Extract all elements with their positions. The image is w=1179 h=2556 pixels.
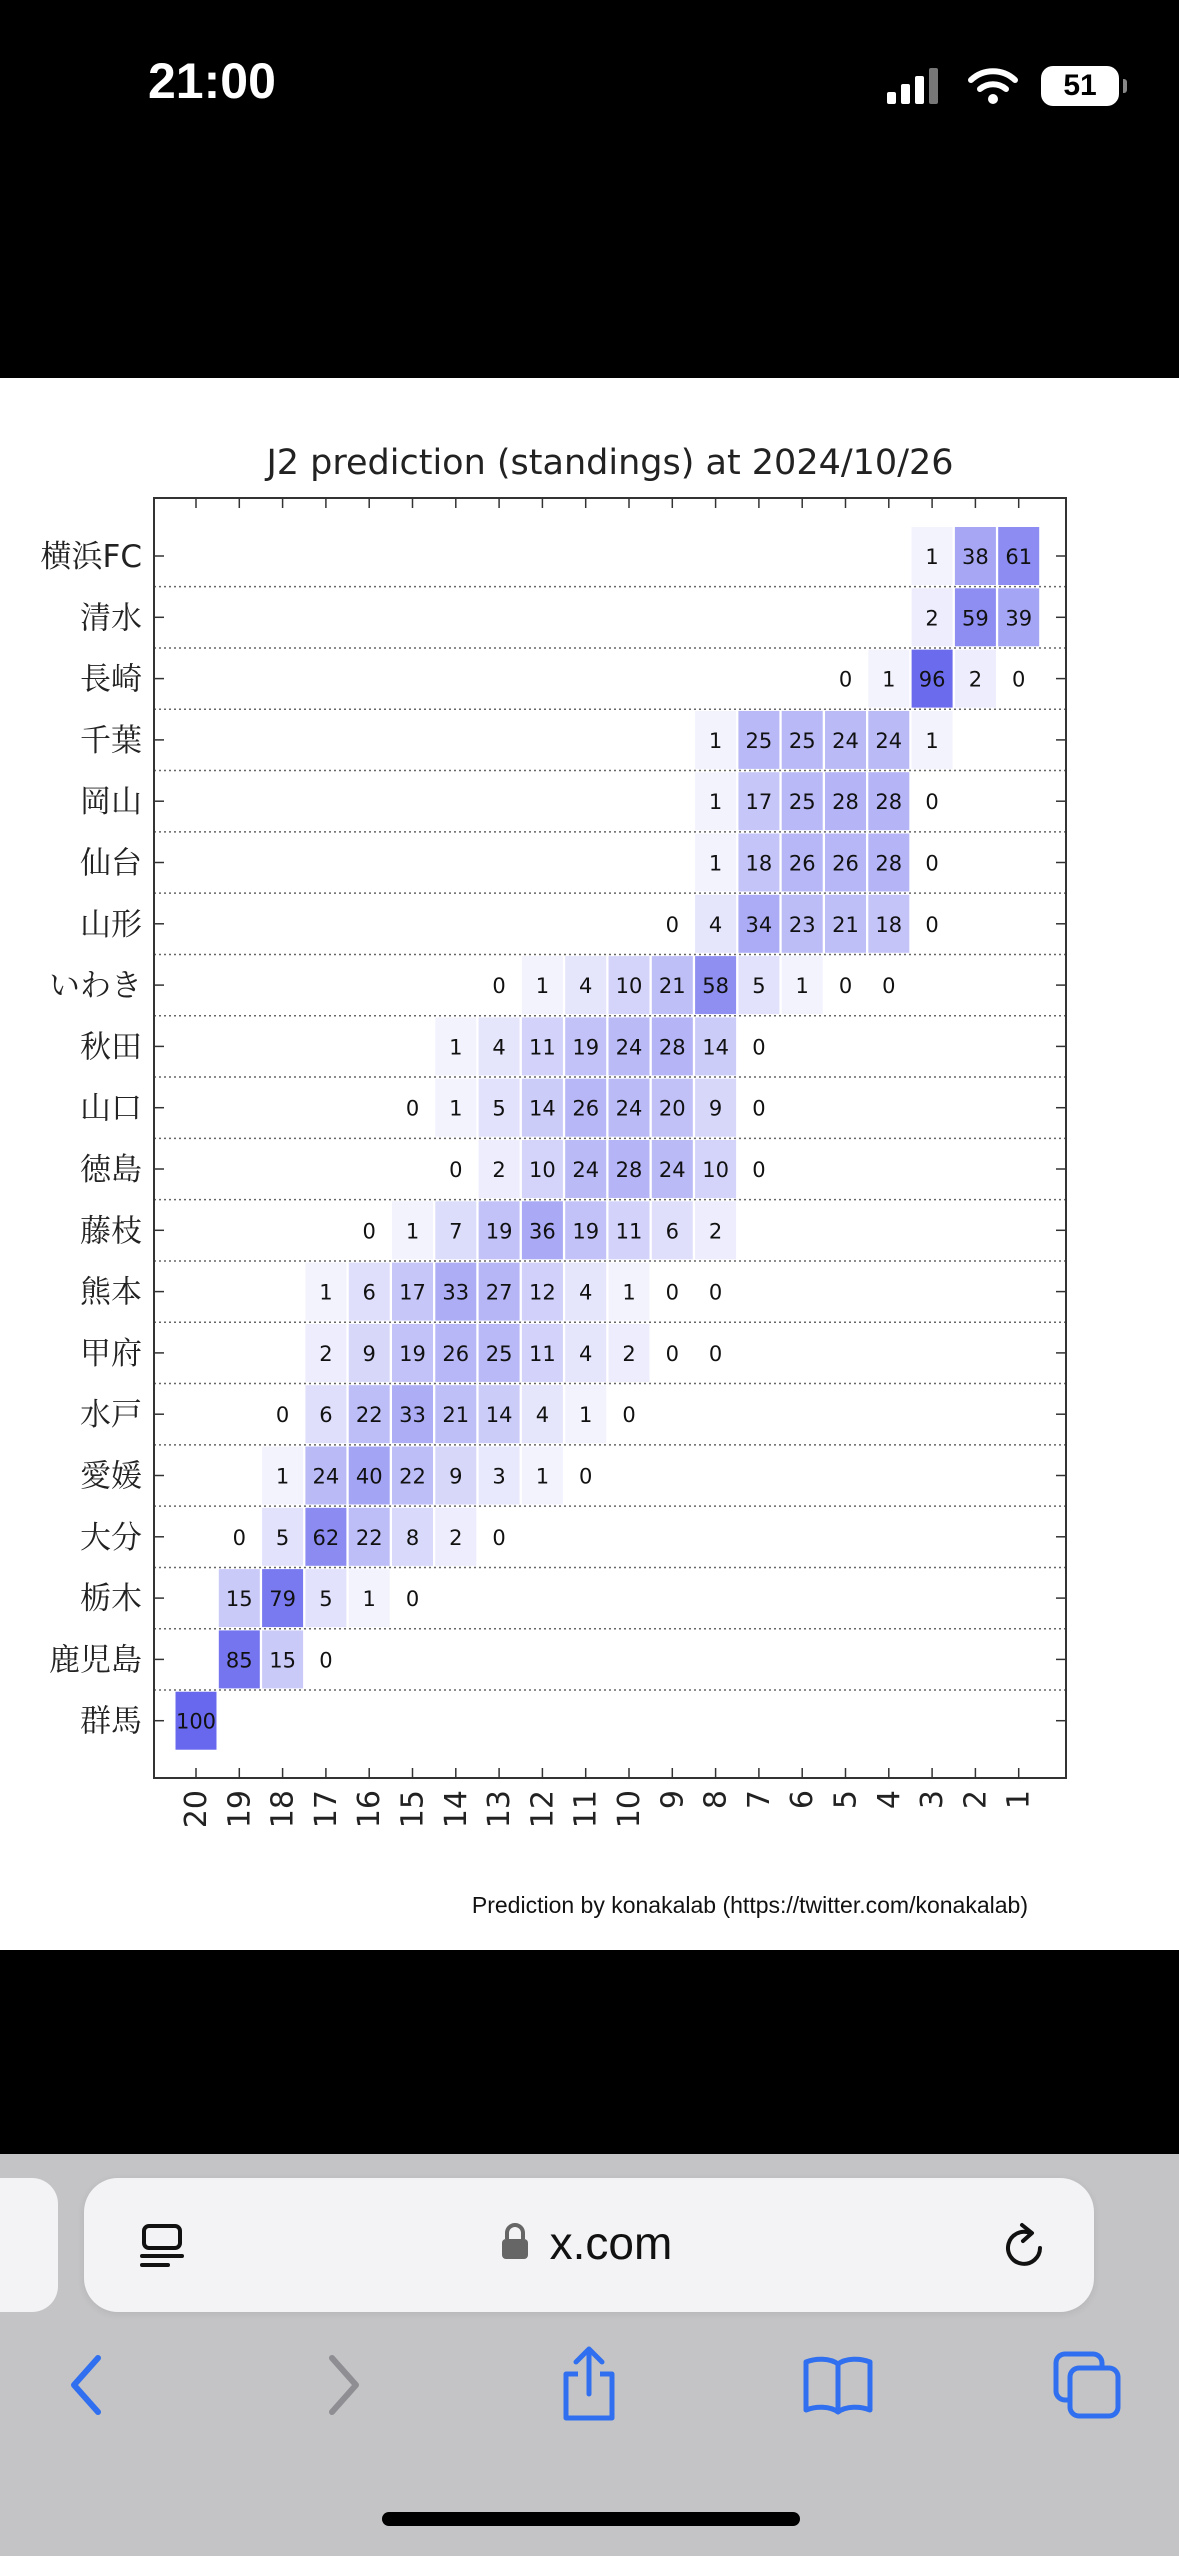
cell-value-label: 2 — [449, 1525, 463, 1550]
cell-value-label: 26 — [442, 1341, 470, 1366]
cell-value-label: 24 — [572, 1158, 600, 1182]
y-tick-label: 千葉 — [80, 722, 142, 759]
cell-value-label: 12 — [529, 1280, 556, 1305]
x-tick-label: 8 — [698, 1790, 734, 1810]
chart-title: J2 prediction (standings) at 2024/10/26 — [266, 443, 954, 483]
y-tick-label: 群馬 — [80, 1703, 142, 1740]
wifi-icon — [967, 66, 1019, 106]
cell-value-label: 0 — [752, 1158, 766, 1182]
status-icons — [885, 62, 1119, 110]
cell-value-label: 0 — [838, 667, 853, 692]
bookmarks-icon[interactable] — [800, 2350, 876, 2420]
cellular-signal-icon — [885, 66, 945, 106]
cell-value-label: 19 — [572, 1219, 600, 1244]
cell-value-label: 21 — [658, 974, 686, 999]
cell-value-label: 0 — [882, 974, 896, 999]
y-tick-label: 愛媛 — [80, 1458, 142, 1495]
cell-value-label: 11 — [529, 1341, 556, 1366]
x-tick-label: 11 — [568, 1790, 604, 1829]
status-time: 21:00 — [148, 53, 276, 109]
x-tick-label: 2 — [958, 1790, 994, 1810]
battery-indicator: 51 — [1041, 66, 1119, 106]
x-tick-label: 13 — [482, 1790, 518, 1829]
cell-value-label: 28 — [658, 1035, 686, 1060]
cell-value-label: 9 — [449, 1464, 463, 1489]
cell-value-label: 25 — [788, 790, 816, 815]
cell-value-label: 26 — [572, 1096, 600, 1121]
cell-value-label: 4 — [492, 1035, 506, 1060]
cell-value-label: 3 — [492, 1464, 506, 1489]
forward-icon[interactable] — [318, 2350, 368, 2420]
previous-tab-stub[interactable] — [0, 2178, 58, 2312]
cell-value-label: 34 — [745, 912, 773, 937]
share-icon[interactable] — [556, 2344, 622, 2424]
cell-value-label: 1 — [795, 974, 809, 999]
y-tick-label: 仙台 — [80, 845, 142, 882]
cell-value-label: 1 — [449, 1096, 463, 1121]
cell-value-label: 14 — [485, 1403, 513, 1428]
cell-value-label: 6 — [319, 1403, 333, 1428]
cell-value-label: 4 — [579, 1341, 593, 1366]
cell-value-label: 1 — [925, 728, 939, 753]
home-indicator — [382, 2512, 800, 2526]
y-tick-label: 藤枝 — [80, 1213, 142, 1250]
cell-value-label: 1 — [579, 1403, 593, 1428]
cell-value-label: 2 — [492, 1158, 506, 1182]
cell-value-label: 61 — [1005, 545, 1033, 569]
cell-value-label: 0 — [579, 1464, 593, 1489]
y-tick-label: いわき — [49, 968, 142, 1005]
cell-value-label: 25 — [745, 728, 773, 753]
cell-value-label: 0 — [665, 1280, 679, 1305]
cell-value-label: 0 — [708, 1341, 723, 1366]
cell-value-label: 4 — [579, 974, 593, 999]
back-icon[interactable] — [62, 2350, 112, 2420]
cell-value-label: 17 — [745, 790, 773, 815]
cell-value-label: 14 — [529, 1096, 556, 1121]
cell-value-label: 4 — [579, 1280, 593, 1305]
cell-value-label: 1 — [708, 851, 723, 876]
cell-value-label: 18 — [745, 851, 773, 876]
cell-value-label: 5 — [275, 1525, 290, 1550]
cell-value-label: 0 — [752, 1096, 766, 1121]
x-tick-label: 3 — [915, 1790, 951, 1810]
cell-value-label: 1 — [319, 1280, 333, 1305]
cell-value-label: 1 — [449, 1035, 463, 1060]
y-tick-label: 山口 — [80, 1090, 142, 1127]
cell-value-label: 1 — [275, 1464, 290, 1489]
cell-value-label: 19 — [485, 1219, 513, 1244]
cell-value-label: 36 — [529, 1219, 556, 1244]
cell-value-label: 11 — [615, 1219, 643, 1244]
cell-value-label: 0 — [362, 1219, 376, 1244]
cell-value-label: 9 — [362, 1341, 376, 1366]
cell-value-label: 28 — [875, 851, 903, 876]
x-tick-label: 17 — [308, 1790, 344, 1829]
cell-value-label: 1 — [535, 974, 550, 999]
cell-value-label: 10 — [529, 1158, 556, 1182]
cell-value-label: 0 — [665, 912, 679, 937]
cell-value-label: 0 — [925, 912, 939, 937]
cell-value-label: 1 — [362, 1587, 376, 1612]
cell-value-label: 1 — [708, 790, 723, 815]
cell-value-label: 0 — [232, 1525, 246, 1550]
cell-value-label: 39 — [1005, 606, 1033, 631]
cell-value-label: 1 — [405, 1219, 420, 1244]
cell-value-label: 22 — [355, 1403, 383, 1428]
cell-value-label: 0 — [405, 1587, 420, 1612]
browser-toolbar — [0, 2154, 1179, 2556]
x-tick-label: 4 — [871, 1790, 907, 1810]
cell-value-label: 27 — [485, 1280, 513, 1305]
cell-value-label: 1 — [882, 667, 896, 692]
y-tick-label: 秋田 — [80, 1029, 142, 1066]
address-bar[interactable] — [84, 2178, 1094, 2312]
cell-value-label: 6 — [665, 1219, 679, 1244]
x-tick-label: 1 — [1001, 1790, 1037, 1810]
cell-value-label: 0 — [449, 1158, 463, 1182]
cell-value-label: 1 — [708, 728, 723, 753]
cell-value-label: 24 — [615, 1096, 643, 1121]
cell-value-label: 40 — [355, 1464, 383, 1489]
cell-value-label: 4 — [708, 912, 723, 937]
cell-value-label: 8 — [405, 1525, 420, 1550]
x-tick-label: 20 — [179, 1790, 214, 1829]
x-tick-label: 18 — [265, 1790, 301, 1829]
cell-value-label: 28 — [875, 790, 903, 815]
cell-value-label: 19 — [399, 1341, 426, 1366]
cell-value-label: 1 — [925, 545, 939, 569]
cell-value-label: 11 — [529, 1035, 556, 1060]
cell-value-label: 22 — [399, 1464, 426, 1489]
cell-value-label: 25 — [788, 728, 816, 753]
cell-value-label: 0 — [275, 1403, 290, 1428]
cell-value-label: 20 — [658, 1096, 686, 1121]
cell-value-label: 0 — [665, 1341, 679, 1366]
cell-value-label: 2 — [925, 606, 939, 631]
cell-value-label: 2 — [968, 667, 983, 692]
cell-value-label: 5 — [319, 1587, 333, 1612]
x-tick-label: 9 — [655, 1790, 691, 1810]
cell-value-label: 25 — [485, 1341, 513, 1366]
y-tick-label: 長崎 — [80, 661, 142, 698]
cell-value-label: 26 — [832, 851, 859, 876]
cell-value-label: 1 — [622, 1280, 636, 1305]
cell-value-label: 24 — [875, 728, 903, 753]
cell-value-label: 4 — [535, 1403, 550, 1428]
cell-value-label: 100 — [175, 1709, 217, 1734]
cell-value-label: 19 — [572, 1035, 600, 1060]
cell-value-label: 21 — [442, 1403, 470, 1428]
cell-value-label: 10 — [702, 1158, 729, 1182]
cell-value-label: 1 — [535, 1464, 550, 1489]
cell-value-label: 2 — [708, 1219, 723, 1244]
tabs-icon[interactable] — [1052, 2350, 1124, 2422]
cell-value-label: 28 — [832, 790, 859, 815]
cell-value-label: 24 — [312, 1464, 340, 1489]
y-tick-label: 山形 — [80, 906, 142, 943]
cell-value-label: 0 — [925, 790, 939, 815]
cell-value-label: 5 — [752, 974, 766, 999]
y-tick-label: 甲府 — [80, 1335, 142, 1372]
cell-value-label: 33 — [442, 1280, 470, 1305]
cell-value-label: 18 — [875, 912, 903, 937]
cell-value-label: 59 — [962, 606, 989, 631]
x-tick-label: 14 — [438, 1790, 474, 1829]
cell-value-label: 7 — [449, 1219, 463, 1244]
cell-value-label: 0 — [405, 1096, 420, 1121]
cell-value-label: 6 — [362, 1280, 376, 1305]
cell-value-label: 0 — [838, 974, 853, 999]
y-tick-label: 鹿児島 — [49, 1642, 142, 1679]
cell-value-label: 24 — [832, 728, 859, 753]
cell-value-label: 79 — [269, 1587, 296, 1612]
cell-value-label: 0 — [752, 1035, 766, 1060]
cell-value-label: 22 — [355, 1525, 383, 1550]
x-tick-label: 5 — [828, 1790, 864, 1810]
cell-value-label: 26 — [788, 851, 816, 876]
cell-value-label: 14 — [702, 1035, 729, 1060]
cell-value-label: 28 — [615, 1158, 643, 1182]
cell-value-label: 2 — [319, 1341, 333, 1366]
x-tick-label: 19 — [222, 1790, 258, 1829]
y-tick-label: 徳島 — [80, 1152, 142, 1188]
y-tick-label: 岡山 — [80, 784, 142, 821]
url-text[interactable] — [84, 2216, 1094, 2270]
x-tick-label: 7 — [741, 1790, 777, 1810]
cell-value-label: 10 — [615, 974, 643, 999]
y-tick-label: 横浜FC — [40, 539, 142, 575]
cell-value-label: 0 — [622, 1403, 636, 1428]
cell-value-label: 15 — [225, 1587, 253, 1612]
cell-value-label: 9 — [708, 1096, 723, 1121]
cell-value-label: 33 — [399, 1403, 426, 1428]
cell-value-label: 17 — [399, 1280, 426, 1305]
cell-value-label: 38 — [962, 545, 989, 569]
x-tick-label: 12 — [525, 1790, 561, 1829]
cell-value-label: 23 — [788, 912, 816, 937]
reload-icon[interactable] — [996, 2218, 1052, 2274]
cell-value-label: 2 — [622, 1341, 636, 1366]
cell-value-label: 0 — [925, 851, 939, 876]
url-label: x.com — [549, 2217, 673, 2269]
cell-value-label: 24 — [615, 1035, 643, 1060]
heatmap-chart — [0, 378, 1179, 1950]
x-tick-label: 15 — [395, 1790, 431, 1829]
cell-value-label: 0 — [319, 1648, 333, 1673]
x-tick-label: 16 — [352, 1790, 388, 1829]
cell-value-label: 0 — [492, 974, 506, 999]
y-tick-label: 熊本 — [80, 1274, 142, 1311]
cell-value-label: 58 — [702, 974, 729, 999]
y-tick-label: 清水 — [80, 600, 142, 637]
cell-value-label: 5 — [492, 1096, 506, 1121]
cell-value-label: 15 — [269, 1648, 296, 1673]
cell-value-label: 24 — [658, 1158, 686, 1182]
cell-value-label: 96 — [918, 667, 946, 692]
chart-credit: Prediction by konakalab (https://twitter.com/konakalab) — [471, 1892, 1028, 1918]
y-tick-label: 大分 — [80, 1519, 142, 1556]
y-tick-label: 水戸 — [80, 1397, 142, 1434]
cell-value-label: 85 — [225, 1648, 253, 1673]
cell-value-label: 62 — [312, 1525, 340, 1550]
cell-value-label: 21 — [832, 912, 859, 937]
x-tick-label: 10 — [612, 1790, 647, 1829]
cell-value-label: 0 — [708, 1280, 723, 1305]
chart-image[interactable] — [0, 378, 1179, 1950]
x-tick-label: 6 — [785, 1790, 821, 1810]
cell-value-label: 0 — [492, 1525, 506, 1550]
cell-value-label: 0 — [1012, 667, 1026, 692]
y-tick-label: 栃木 — [80, 1581, 142, 1618]
